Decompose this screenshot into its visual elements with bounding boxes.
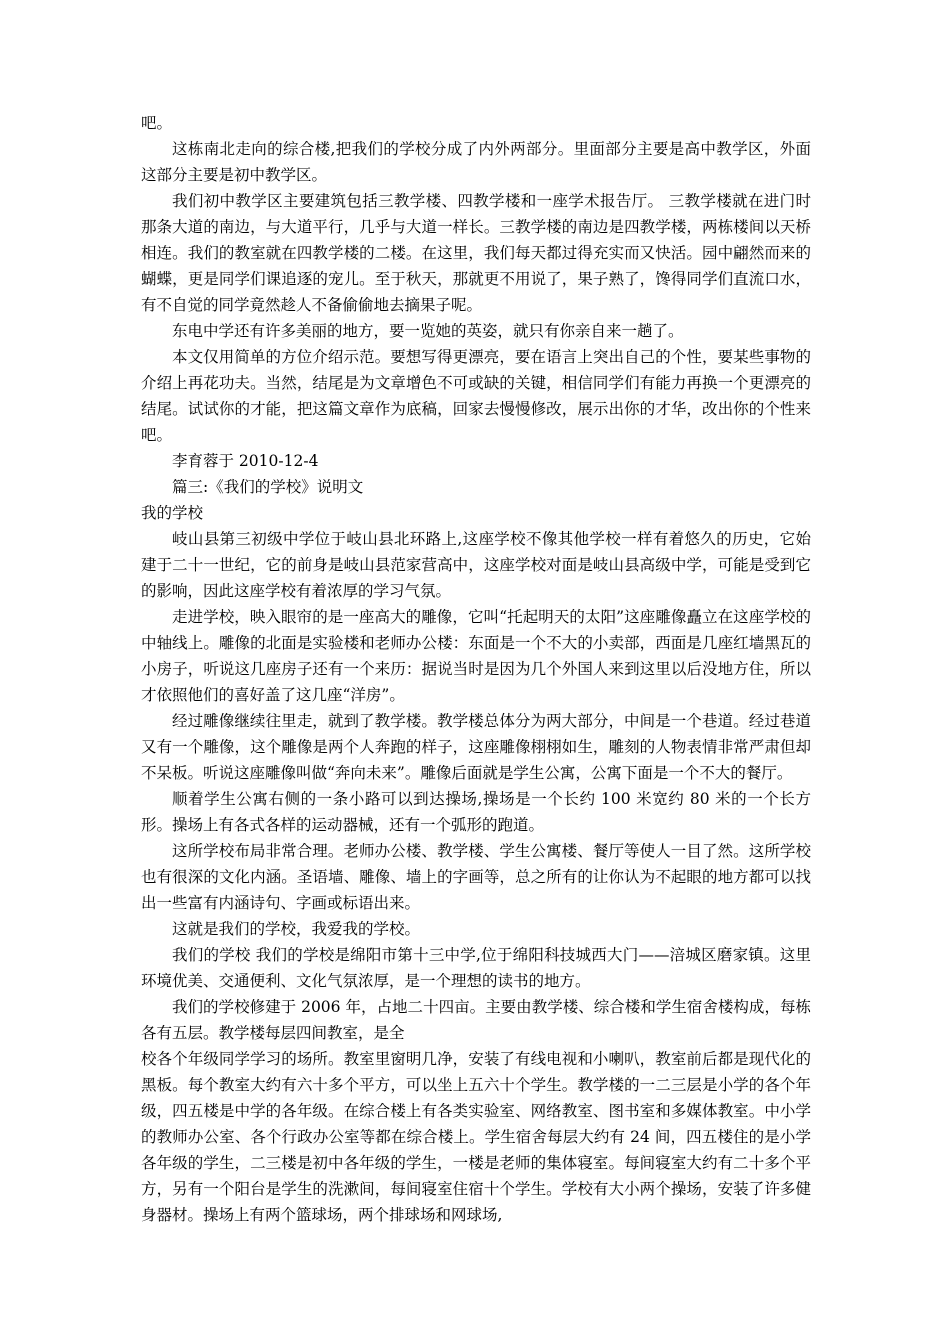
- paragraph-1: 这栋南北走向的综合楼,把我们的学校分成了内外两部分。里面部分主要是高中教学区，外面这部分主要是初中教学区。: [141, 140, 811, 184]
- paragraph-13: 这就是我们的学校，我爱我的学校。: [172, 920, 421, 938]
- document-page: [141, 110, 811, 1228]
- paragraph-16: 校各个年级同学学习的场所。教室里窗明几净，安装了有线电视和小喇叭，教室前后都是现代化的黑板。每个教室大约有六十多个平方，可以坐上五六十个学生。教学楼的一二三层是小学的各个年级，四五楼是中学的各年级。在综合楼上有各类实验室、网络教室、图书室和多媒体教室。中小学的教师办公室、各个行政办公室等都在综合楼上。学生宿舍每层大约有 24 间，四五楼住的是小学各年级的学生，二三楼是初中各年级的学生，一楼是老师的集体寝室。每间寝室大约有二十多个平方，另有一个阳台是学生的洗漱间，每间寝室住宿十个学生。学校有大小两个操场，安装了许多健身器材。操场上有两个篮球场，两个排球场和网球场,: [141, 1050, 811, 1224]
- paragraph-14: 我们的学校 我们的学校是绵阳市第十三中学,位于绵阳科技城西大门——涪城区磨家镇。这里环境优美、交通便利、文化气氛浓厚，是一个理想的读书的地方。: [141, 946, 811, 990]
- paragraph-11: 顺着学生公寓右侧的一条小路可以到达操场,操场是一个长约 100 米宽约 80 米的一个长方形。操场上有各式各样的运动器械，还有一个弧形的跑道。: [141, 790, 811, 834]
- paragraph-10: 经过雕像继续往里走，就到了教学楼。教学楼总体分为两大部分，中间是一个巷道。经过巷道又有一个雕像，这个雕像是两个人奔跑的样子，这座雕像栩栩如生，雕刻的人物表情非常严肃但却不呆板。听说这座雕像叫做“奔向未来”。雕像后面就是学生公寓，公寓下面是一个不大的餐厅。: [141, 712, 811, 782]
- paragraph-0: 吧。: [141, 114, 173, 132]
- paragraph-15: 我们的学校修建于 2006 年，占地二十四亩。主要由教学楼、综合楼和学生宿舍楼构成，每栋各有五层。教学楼每层四间教室，是全: [141, 998, 811, 1042]
- paragraph-2: 我们初中教学区主要建筑包括三教学楼、四教学楼和一座学术报告厅。 三教学楼就在进门时那条大道的南边，与大道平行，几乎与大道一样长。三教学楼的南边是四教学楼，两栋楼间以天桥相连。我们的教室就在四教学楼的二楼。在这里，我们每天都过得充实而又快活。园中翩然而来的蝴蝶，更是同学们课追逐的宠儿。至于秋天，那就更不用说了，果子熟了，馋得同学们直流口水，有不自觉的同学竟然趁人不备偷偷地去摘果子呢。: [141, 192, 811, 314]
- paragraph-12: 这所学校布局非常合理。老师办公楼、教学楼、学生公寓楼、餐厅等使人一目了然。这所学校也有很深的文化内涵。圣语墙、雕像、墙上的字画等，总之所有的让你认为不起眼的地方都可以找出一些富有内涵诗句、字画或标语出来。: [141, 842, 811, 912]
- paragraph-9: 走进学校，映入眼帘的是一座高大的雕像，它叫“托起明天的太阳”这座雕像矗立在这座学校的中轴线上。雕像的北面是实验楼和老师办公楼：东面是一个不大的小卖部，西面是几座红墙黑瓦的小房子，听说这几座房子还有一个来历：据说当时是因为几个外国人来到这里以后没地方住，所以才依照他们的喜好盖了这几座“洋房”。: [141, 608, 811, 704]
- paragraph-4: 本文仅用简单的方位介绍示范。要想写得更漂亮，要在语言上突出自己的个性，要某些事物的介绍上再花功夫。当然，结尾是为文章增色不可或缺的关键，相信同学们有能力再换一个更漂亮的结尾。试试你的才能，把这篇文章作为底稿，回家去慢慢修改，展示出你的才华，改出你的个性来吧。: [141, 348, 811, 444]
- paragraph-8: 岐山县第三初级中学位于岐山县北环路上,这座学校不像其他学校一样有着悠久的历史，它始建于二十一世纪，它的前身是岐山县范家营高中，这座学校对面是岐山县高级中学，可能是受到它的影响，因此这座学校有着浓厚的学习气氛。: [141, 530, 811, 600]
- paragraph-3: 东电中学还有许多美丽的地方，要一览她的英姿，就只有你亲自来一趟了。: [172, 322, 684, 340]
- article-title: 我的学校: [141, 504, 204, 522]
- author-date-line: 李育蓉于 2010-12-4: [172, 452, 319, 470]
- section-heading: 篇三:《我们的学校》说明文: [172, 478, 364, 496]
